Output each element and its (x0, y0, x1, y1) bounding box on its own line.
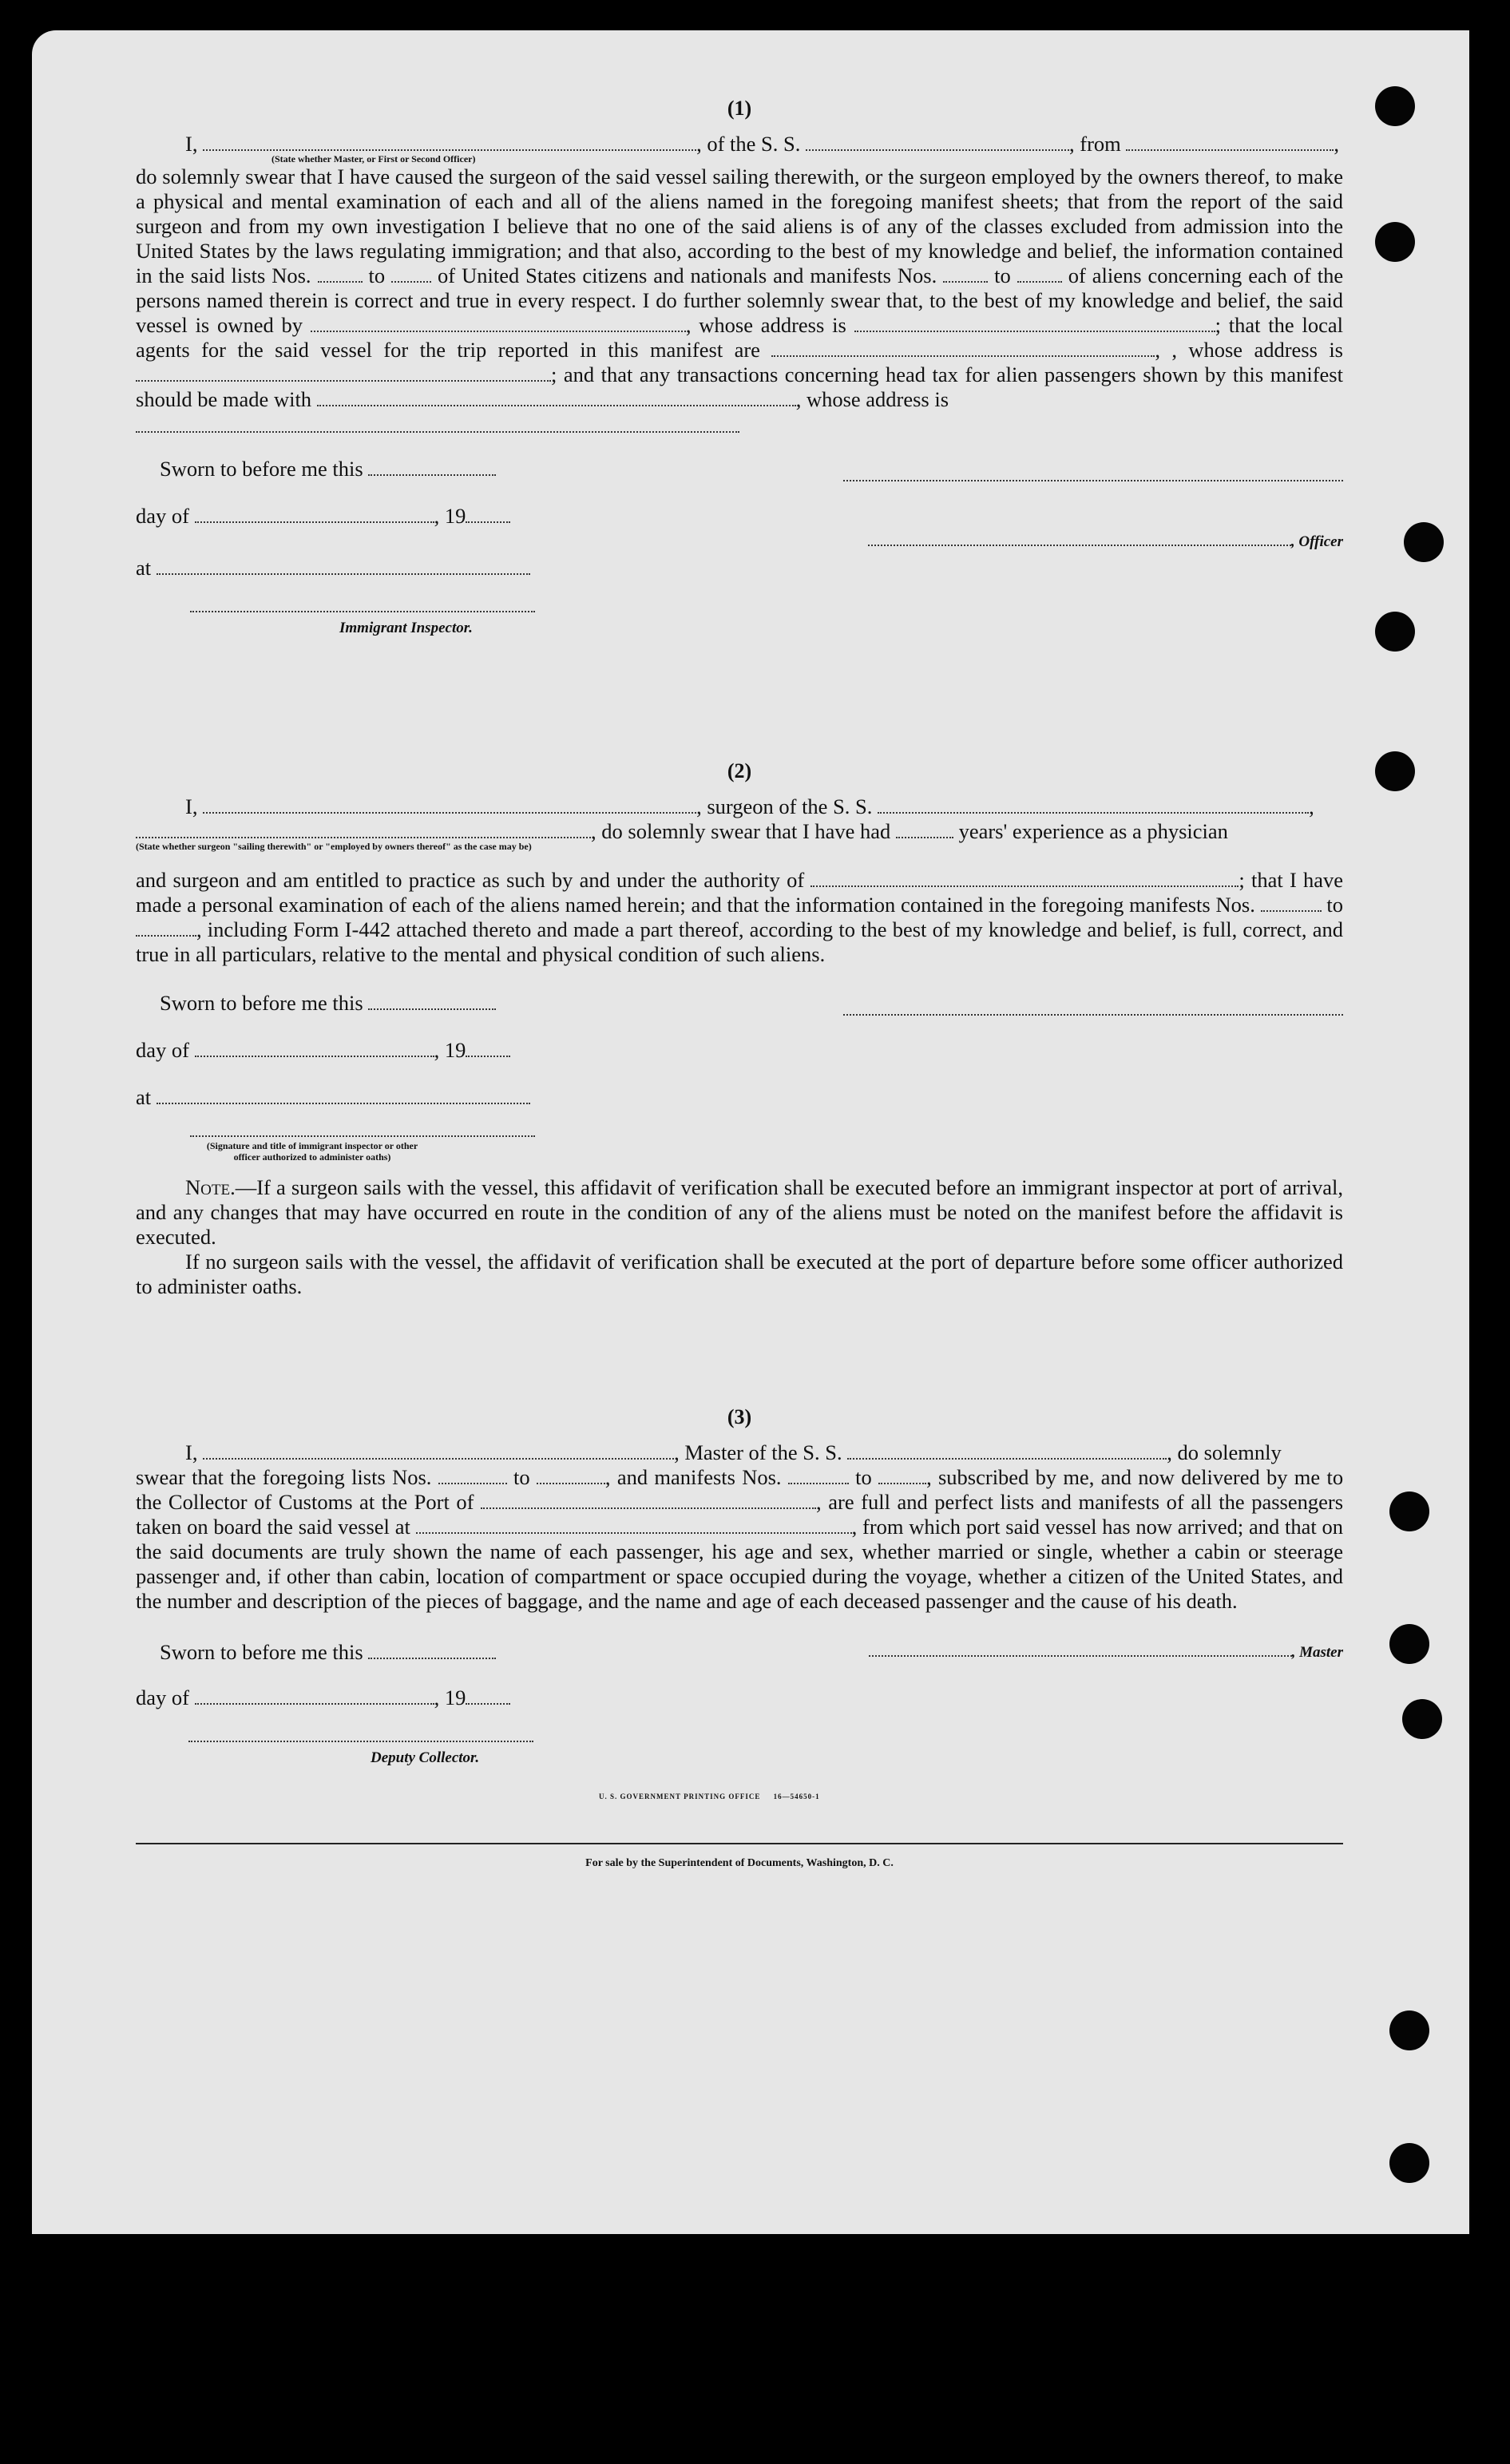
s1-officer-signature-line[interactable] (843, 462, 1343, 481)
s1-sworn-row: Sworn to before me this (136, 457, 1343, 481)
s1-oath-paragraph: do solemnly swear that I have caused the surgeon of the said vessel sailing therewith, or the surgeon employed by the owners thereof, to make a physical and mental examination of each and all of the aliens named in the foregoing manifest sheets; that from the report of the said surgeon and from my own investigation I believe that no one of the said aliens is of any of the classes excluded from admission into the United States by the laws regulating immigration; and that also, according to the best of my knowledge and belief, the information contained in the said lists Nos. to of United States citizens and nationals and manifests Nos. to of aliens concerning each of the persons named therein is correct and true in every respect. I do further solemnly swear that, to the best of my knowledge and belief, the said vessel is owned by , whose address is ; that the local agents for the said vessel for the trip reported in this manifest are , , whose address is ; and that any transactions concerning head tax for alien passengers shown by this manifest should be made with , whose address is (136, 164, 1344, 411)
s3-vessel-field[interactable] (847, 1442, 1167, 1460)
s1-line1: I, , of the S. S. , from , (185, 132, 1340, 156)
s3-manifests-from-field[interactable] (788, 1467, 849, 1484)
binder-hole (1389, 1624, 1429, 1664)
manifests-to-field[interactable] (1017, 265, 1062, 283)
s2-sworn-row: Sworn to before me this (136, 991, 1343, 1016)
s2-signature-caption: (Signature and title of immigrant inspector or other officer authorized to administer oaths) (206, 1140, 418, 1163)
section-3-number: (3) (727, 1405, 752, 1428)
officer-rank-field[interactable] (203, 133, 696, 151)
owner-address-field[interactable] (854, 315, 1215, 332)
s3-sworn-date-field[interactable] (368, 1642, 496, 1659)
vessel-name-field[interactable] (806, 133, 1069, 151)
s2-at-row: at (136, 1085, 1343, 1110)
s2-note: Note.—If a surgeon sails with the vessel, this affidavit of verification shall be executed before an immigrant inspector at port of arrival, and any changes that may have occurred en route in the condition of any of the aliens must be noted on the manifest before the affidavit is executed. (136, 1175, 1343, 1249)
manifests-from-field[interactable] (943, 265, 988, 283)
s2-line2: , do solemnly swear that I have had years' experience as a physician (136, 819, 1343, 844)
lists-from-field[interactable] (318, 265, 363, 283)
owner-name-field[interactable] (311, 315, 686, 332)
binder-hole (1375, 751, 1415, 791)
deputy-caption: Deputy Collector. (371, 1749, 480, 1766)
s1-at-row: at (136, 556, 1343, 580)
s1-sworn-date-field[interactable] (368, 458, 496, 476)
binder-hole (1404, 522, 1444, 562)
head-tax-agent-field[interactable] (317, 389, 796, 406)
local-agents-field[interactable] (771, 339, 1155, 357)
embarkation-port-field[interactable] (416, 1516, 852, 1534)
head-tax-address-field[interactable] (136, 415, 739, 433)
s3-manifests-to-field[interactable] (878, 1467, 926, 1484)
s1-at-field[interactable] (157, 557, 530, 575)
section-2-number: (2) (727, 759, 752, 782)
s2-year-field[interactable] (466, 1040, 510, 1057)
s2-at-field[interactable] (157, 1087, 530, 1104)
footer-rule (136, 1843, 1343, 1844)
sale-notice: For sale by the Superintendent of Documents, Washington, D. C. (585, 1857, 894, 1869)
s2-surgeon-signature-line[interactable] (843, 996, 1343, 1016)
s1-day-field[interactable] (195, 505, 434, 523)
printing-office-imprint: U. S. GOVERNMENT PRINTING OFFICE 16—54650-1 (599, 1793, 820, 1800)
s3-lists-to-field[interactable] (537, 1467, 605, 1484)
binder-hole (1402, 1699, 1442, 1739)
s2-sworn-date-field[interactable] (368, 992, 496, 1010)
s2-day-field[interactable] (195, 1040, 434, 1057)
s2-inspector-signature-line[interactable] (190, 1134, 535, 1137)
form-content (136, 96, 1343, 1876)
s3-oath-paragraph: swear that the foregoing lists Nos. to , and manifests Nos. to , subscribed by me, and now delivered by me to the Collector of Customs at the Port of , are full and perfect lists and manifests of all the passengers taken on board the said vessel at , from which port said vessel has now arrived; and that on the said documents are truly shown the name of each passenger, his age and sex, whether married or single, whether a cabin or steerage passenger and, if other than cabin, location of compartment or space occupied during the voyage, whether a citizen of the United States, and the number and description of the pieces of baggage, and the name and age of each deceased passenger and the cause of his death. (136, 1465, 1344, 1613)
deputy-signature-line[interactable] (188, 1739, 533, 1742)
master-name-field[interactable] (203, 1442, 674, 1460)
section-1-number: (1) (727, 97, 752, 120)
surgeon-status-field[interactable] (136, 821, 591, 838)
binder-hole (1389, 2010, 1429, 2050)
s1-officer-name-line[interactable] (868, 529, 1291, 546)
agents-address-field[interactable] (136, 364, 551, 382)
years-experience-field[interactable] (896, 821, 953, 838)
s2-line1: I, , surgeon of the S. S. , (185, 794, 1314, 818)
s2-manifests-to-field[interactable] (136, 919, 196, 937)
inspector-signature-line[interactable] (190, 609, 535, 612)
s2-vessel-field[interactable] (878, 796, 1309, 814)
s2-note-2: If no surgeon sails with the vessel, the affidavit of verification shall be executed at the port of departure before some officer authorized to administer oaths. (136, 1250, 1343, 1298)
s1-day-row: day of , 19 (136, 504, 1343, 529)
s1-year-field[interactable] (466, 505, 510, 523)
binder-hole (1375, 222, 1415, 262)
inspector-caption: Immigrant Inspector. (339, 620, 473, 636)
s1-line1-caption: (State whether Master, or First or Second Officer) (271, 153, 476, 164)
s2-day-row: day of , 19 (136, 1038, 1343, 1063)
s3-line1: I, , Master of the S. S. , do solemnly (185, 1440, 1282, 1464)
s1-officer-row: , Officer (136, 527, 1343, 554)
port-of-field[interactable] (481, 1491, 816, 1509)
lists-to-field[interactable] (391, 265, 431, 283)
s2-manifests-from-field[interactable] (1261, 894, 1322, 912)
binder-hole (1375, 86, 1415, 126)
binder-hole (1389, 2143, 1429, 2183)
binder-hole (1389, 1491, 1429, 1531)
s2-oath-paragraph: and surgeon and am entitled to practice as such by and under the authority of ; that I have made a personal examination of each of the aliens named herein; and that the information contained in the foregoing manifests Nos. to , including Form I-442 attached thereto and made a part thereof, according to the best of my knowledge and belief, is full, correct, and true in all particulars, relative to the mental and physical condition of such aliens. (136, 868, 1344, 966)
s3-lists-from-field[interactable] (438, 1467, 507, 1484)
s3-day-field[interactable] (195, 1687, 434, 1705)
s2-status-caption: (State whether surgeon "sailing therewith" or "employed by owners thereof" as the case may be) (136, 841, 532, 852)
surgeon-name-field[interactable] (203, 796, 696, 814)
binder-hole (1375, 612, 1415, 652)
s3-year-field[interactable] (466, 1687, 510, 1705)
master-signature-line[interactable] (869, 1639, 1292, 1657)
port-from-field[interactable] (1126, 133, 1334, 151)
s3-sworn-row: Sworn to before me this , Master (160, 1640, 1343, 1664)
authority-field[interactable] (810, 870, 1239, 887)
s3-day-row: day of , 19 (136, 1686, 1343, 1710)
